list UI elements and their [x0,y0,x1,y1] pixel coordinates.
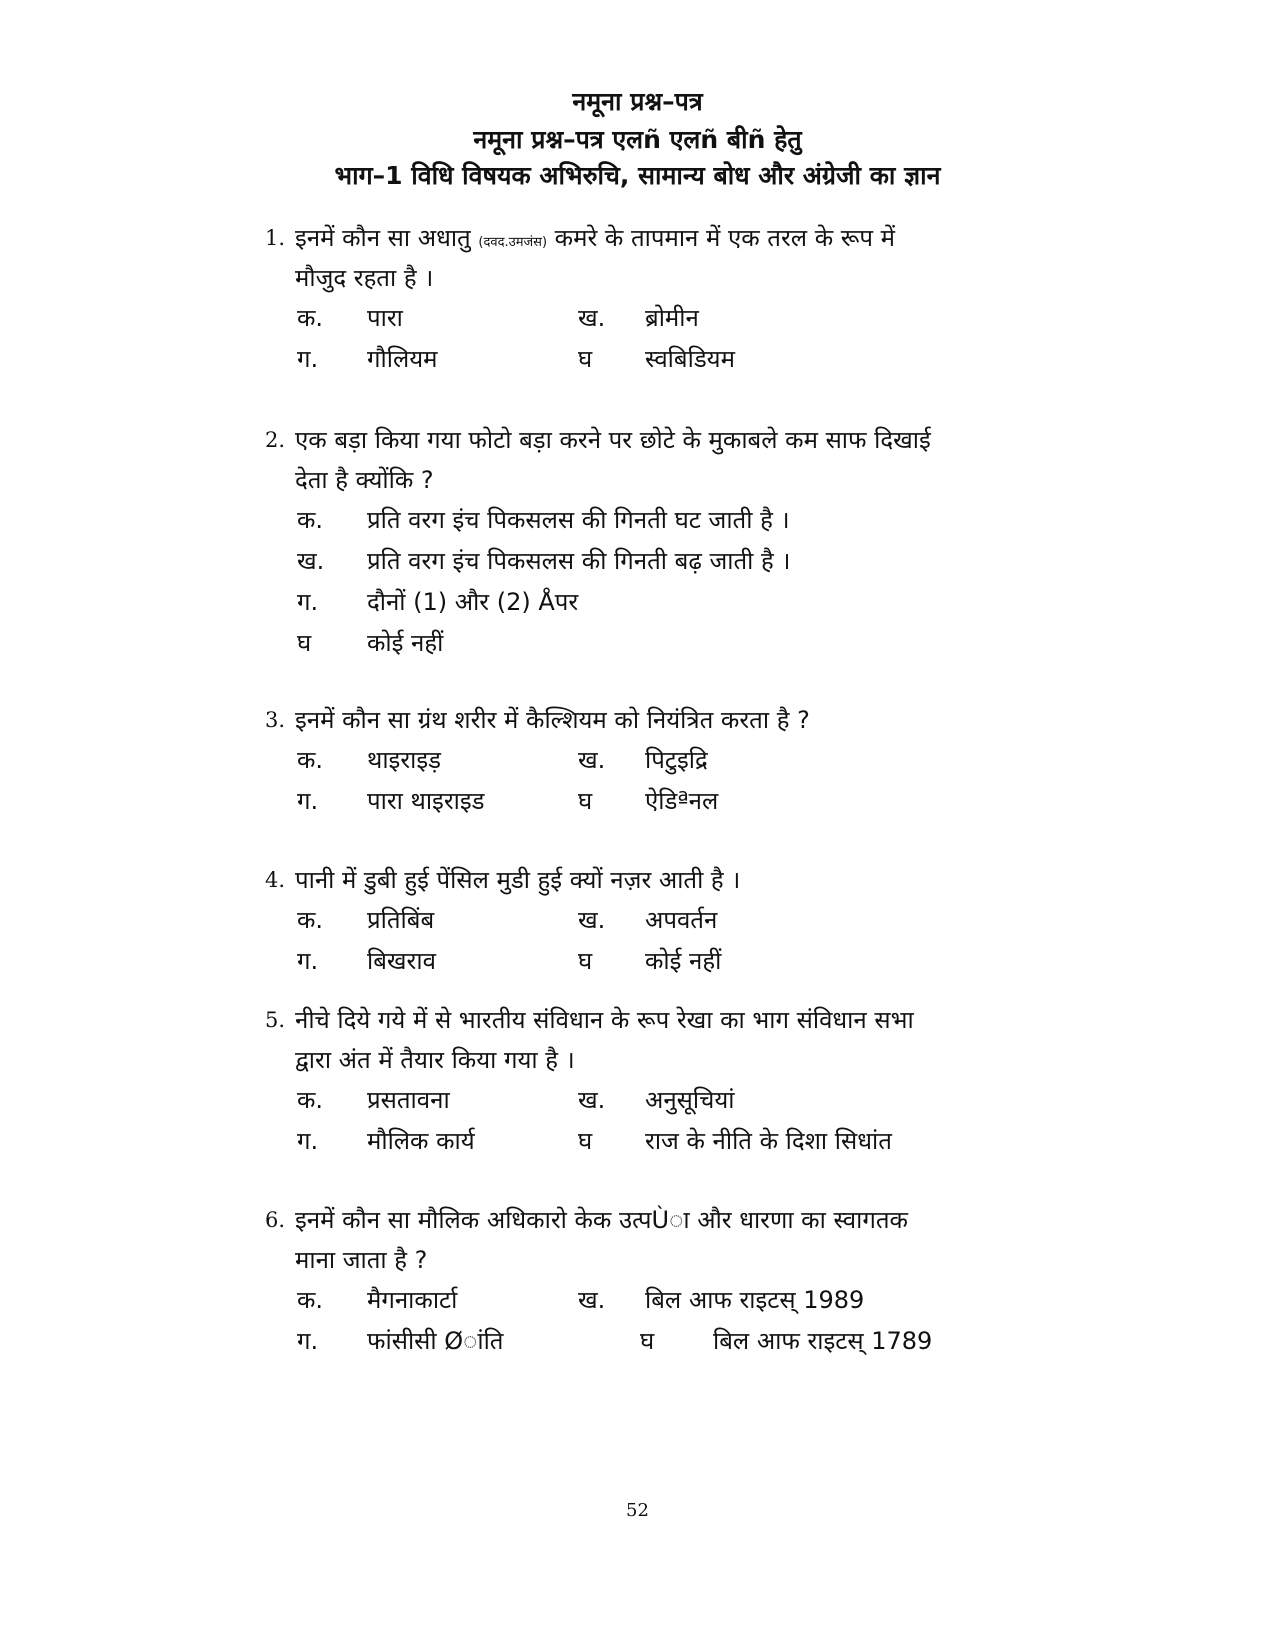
option-text: स्वबिडियम [645,345,735,373]
option-label: क. [297,506,324,534]
question-1 [265,218,1075,380]
question-6 [265,1200,1075,1362]
option-label: घ [578,947,593,975]
option-text: कोई नहीं [367,629,444,657]
option-label: ग. [297,345,319,373]
options-list [265,900,1075,982]
option-label: ख. [578,906,606,934]
option-label: घ [578,787,593,815]
option-text: दौनों (1) और (2) Åपर [367,588,579,616]
option-label: क. [297,746,324,774]
option-text: पारा थाइराइड [367,787,485,815]
question-text: इनमें कौन सा अधातु (दवद.उमजंस) कमरे के तापमान में एक तरल के रूप में [295,224,896,252]
option-text: ब्रोमीन [645,304,699,332]
section-title: भाग–1 विधि विषयक अभिरुचि, सामान्य बोध और अंग्रेजी का ज्ञान [334,161,941,190]
question-text: नीचे दिये गये में से भारतीय संविधान के रूप रेखा का भाग संविधान सभा [295,1006,914,1034]
question-number: 6. [265,1208,286,1232]
option-text: पारा [367,304,403,332]
option-label: घ [640,1327,655,1355]
option-label: क. [297,1086,324,1114]
option-label: ख. [578,1086,606,1114]
question-text: मौजुद रहता है । [295,264,434,292]
question-text: एक बड़ा किया गया फोटो बड़ा करने पर छोटे के मुकाबले कम साफ दिखाई [295,426,931,454]
option-label: घ [578,345,593,373]
option-text: अपवर्तन [645,906,718,934]
question-text: माना जाता है ? [295,1246,428,1274]
options-list [265,500,1075,664]
option-text: बिल आफ राइटस् 1789 [713,1327,933,1355]
option-text: गौलियम [367,345,438,373]
option-label: ख. [578,746,606,774]
question-text: इनमें कौन सा ग्रंथ शरीर में कैल्शियम को नियंत्रित करता है ? [295,706,810,734]
page-number: 52 [626,1500,649,1521]
option-text: पिटुइद्रि [645,746,708,774]
question-text: इनमें कौन सा मौलिक अधिकारो केक उत्पÙा और धारणा का स्वागतक [295,1206,908,1234]
option-label: ग. [297,1127,319,1155]
option-text: मैगनाकार्टा [367,1286,458,1314]
options-list [265,298,1075,380]
option-text: ऐडिªनल [645,787,719,815]
option-text: प्रति वरग इंच पिकसलस की गिनती घट जाती है । [367,506,790,534]
options-list [265,1280,1075,1362]
option-text: फांसीसी Øांति [367,1327,504,1355]
option-label: ग. [297,787,319,815]
options-list [265,740,1075,822]
option-label: ग. [297,588,319,616]
option-label: क. [297,304,324,332]
option-text: अनुसूचियां [645,1086,735,1114]
question-text: द्वारा अंत में तैयार किया गया है । [295,1046,575,1074]
question-number: 1. [265,226,286,250]
option-text: थाइराइड़ [367,746,441,774]
question-5 [265,1000,1075,1162]
page-subtitle: नमूना प्रश्न–पत्र एलñ एलñ बीñ हेतु [473,125,802,154]
option-label: ग. [297,947,319,975]
option-text: राज के नीति के दिशा सिधांत [645,1127,892,1155]
option-text: प्रति वरग इंच पिकसलस की गिनती बढ़ जाती है । [367,547,791,575]
question-2 [265,420,1075,664]
option-label: ख. [578,304,606,332]
page-title: नमूना प्रश्न–पत्र [572,87,703,116]
options-list [265,1080,1075,1162]
question-text: पानी में डुबी हुई पेंसिल मुडी हुई क्यों नज़र आती है । [295,866,741,894]
option-text: बिल आफ राइटस् 1989 [645,1286,865,1314]
question-4 [265,860,1075,982]
question-number: 3. [265,708,286,732]
question-number: 2. [265,428,286,452]
option-text: बिखराव [367,947,436,975]
question-text: देता है क्योंकि ? [295,466,434,494]
option-text: मौलिक कार्य [367,1127,475,1155]
option-text: प्रसतावना [367,1086,450,1114]
option-label: ग. [297,1327,319,1355]
question-number: 4. [265,868,286,892]
question-3 [265,700,1075,822]
option-label: घ [297,629,312,657]
option-label: ख. [297,547,325,575]
option-text: कोई नहीं [645,947,722,975]
option-label: क. [297,906,324,934]
option-label: क. [297,1286,324,1314]
option-label: घ [578,1127,593,1155]
question-note: (दवद.उमजंस) [478,235,548,250]
option-text: प्रतिबिंब [367,906,435,934]
question-number: 5. [265,1008,286,1032]
option-label: ख. [578,1286,606,1314]
